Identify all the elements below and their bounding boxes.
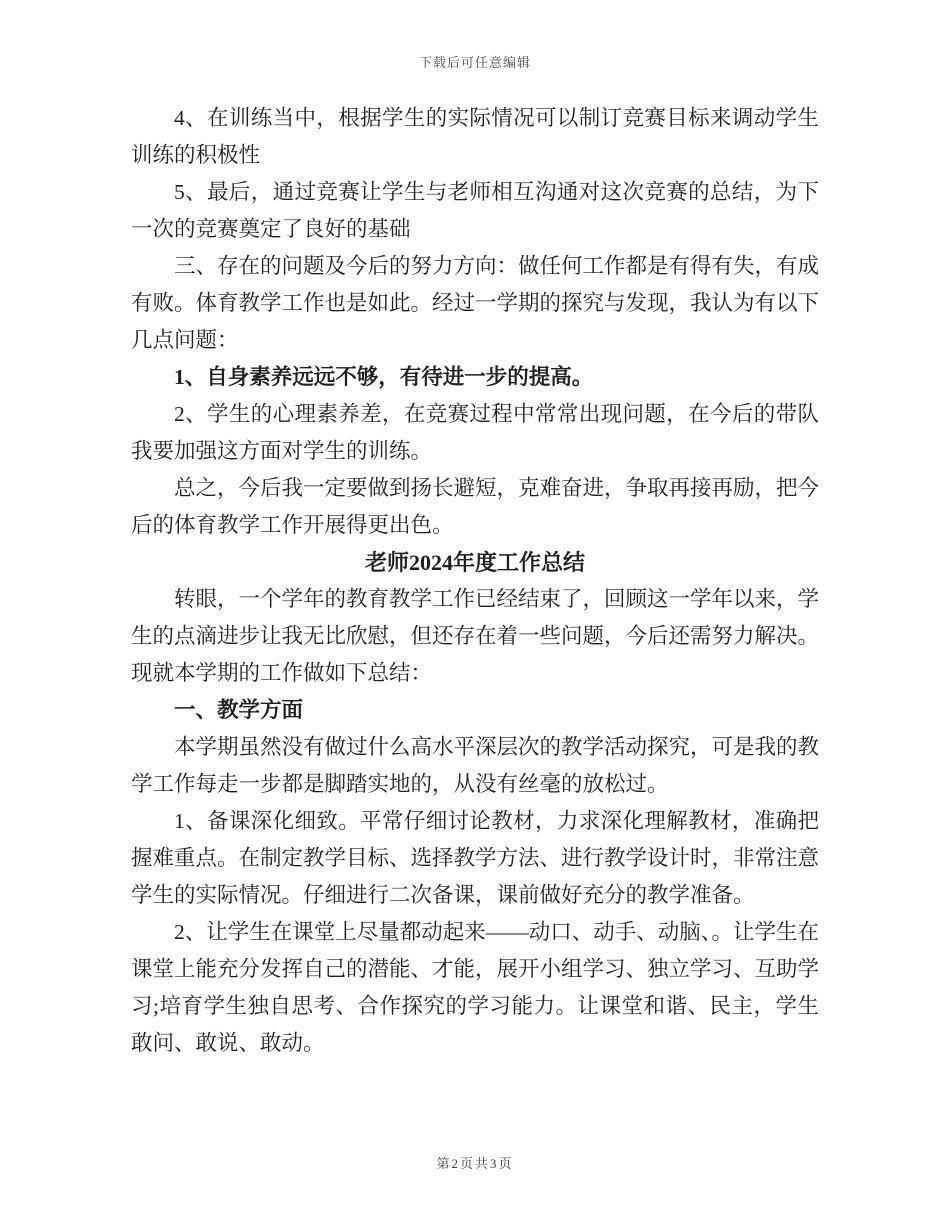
paragraph: 总之，今后我一定要做到扬长避短，克难奋进，争取再接再励，把今后的体育教学工作开展得更出色。 bbox=[131, 476, 820, 537]
paragraph: 5、最后，通过竞赛让学生与老师相互沟通对这次竞赛的总结，为下一次的竞赛奠定了良好的基础 bbox=[131, 180, 819, 241]
paragraph: 转眼，一个学年的教育教学工作已经结束了，回顾这一学年以来，学生的点滴进步让我无比欣慰，但还存在着一些问题，今后还需努力解决。现就本学期的工作做如下总结： bbox=[131, 587, 820, 685]
paragraph: 三、存在的问题及今后的努力方向：做任何工作都是有得有失，有成有败。体育教学工作也是如此。经过一学期的探究与发现，我认为有以下几点问题： bbox=[131, 254, 820, 352]
paragraph: 本学期虽然没有做过什么高水平深层次的教学活动探究，可是我的教学工作每走一步都是脚踏实地的，从没有丝毫的放松过。 bbox=[131, 735, 820, 796]
section-heading: 1、自身素养远远不够，有待进一步的提高。 bbox=[174, 365, 594, 389]
paragraph: 2、学生的心理素养差，在竞赛过程中常常出现问题，在今后的带队我要加强这方面对学生的训练。 bbox=[131, 402, 819, 463]
paragraph: 4、在训练当中，根据学生的实际情况可以制订竞赛目标来调动学生训练的积极性 bbox=[131, 106, 819, 167]
doc-title: 老师2024年度工作总结 bbox=[364, 550, 585, 575]
document-body bbox=[131, 100, 819, 1062]
page-header-text: 下载后可任意编辑 bbox=[418, 55, 531, 70]
section-heading: 一、教学方面 bbox=[174, 698, 304, 722]
page-number: 第2页共3页 bbox=[436, 1156, 514, 1171]
paragraph: 2、让学生在课堂上尽量都动起来——动口、动手、动脑、。让学生在课堂上能充分发挥自己的潜能、才能，展开小组学习、独立学习、互助学习;培育学生独自思考、合作探究的学习能力。让课堂和谐、民主，学生敢问、敢说、敢动。 bbox=[131, 920, 820, 1055]
paragraph: 1、备课深化细致。平常仔细讨论教材，力求深化理解教材，准确把握难重点。在制定教学目标、选择教学方法、进行教学设计时，非常注意学生的实际情况。仔细进行二次备课，课前做好充分的教学准备。 bbox=[131, 809, 820, 907]
